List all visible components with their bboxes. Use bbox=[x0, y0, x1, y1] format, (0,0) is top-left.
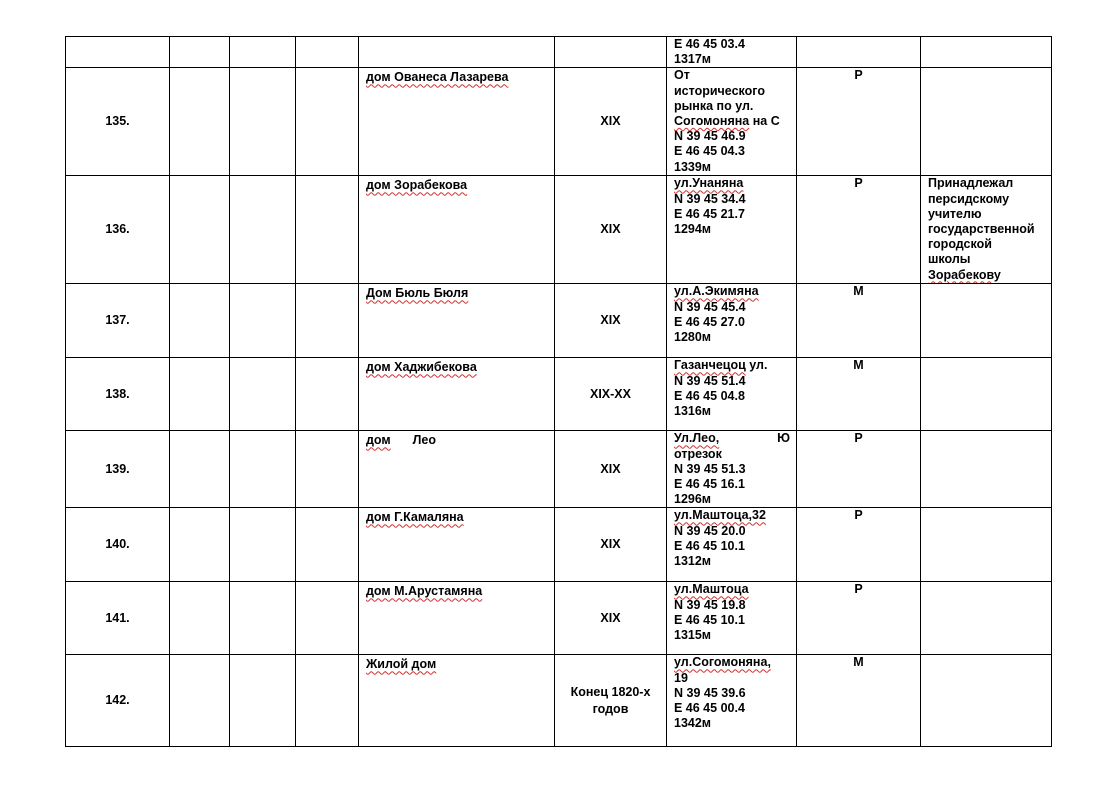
empty-cell bbox=[170, 582, 230, 655]
era-cell: XIX bbox=[555, 284, 667, 358]
location-line: N 39 45 51.3 bbox=[674, 461, 746, 476]
street-word: Согомоняна bbox=[674, 114, 750, 129]
location-cell bbox=[667, 582, 797, 655]
row-number: 138. bbox=[66, 358, 170, 431]
object-name-part: дом Ованеса Лазарева bbox=[366, 70, 509, 85]
location-cell bbox=[667, 284, 797, 358]
empty-cell bbox=[230, 37, 296, 68]
row-number: 142. bbox=[66, 655, 170, 747]
location-cell bbox=[667, 655, 797, 747]
location-line: 1317м bbox=[674, 52, 712, 67]
object-name-part: дом М.Арустамяна bbox=[366, 584, 483, 599]
category-cell: Р bbox=[797, 176, 921, 284]
location-line: N 39 45 51.4 bbox=[674, 373, 746, 388]
location-line: E 46 45 16.1 bbox=[674, 477, 745, 492]
empty-cell bbox=[296, 358, 359, 431]
table-row bbox=[66, 582, 1052, 655]
location-line: исторического bbox=[674, 83, 765, 98]
empty-cell bbox=[230, 431, 296, 508]
empty-cell bbox=[170, 431, 230, 508]
object-name bbox=[359, 508, 555, 582]
location-street: Ул.Лео, bbox=[674, 431, 720, 446]
location-line: E 46 45 04.3 bbox=[674, 144, 745, 159]
object-name bbox=[359, 284, 555, 358]
empty-cell bbox=[296, 284, 359, 358]
location-line: N 39 45 46.9 bbox=[674, 129, 746, 144]
row-number: 136. bbox=[66, 176, 170, 284]
table-row bbox=[66, 176, 1052, 284]
location-line: ул.А.Экимяна bbox=[674, 284, 759, 299]
location-line: N 39 45 20.0 bbox=[674, 523, 746, 538]
location-line: N 39 45 39.6 bbox=[674, 685, 746, 700]
location-line: E 46 45 27.0 bbox=[674, 314, 745, 329]
category-cell: Р bbox=[797, 68, 921, 176]
location-line: 19 bbox=[674, 670, 688, 685]
empty-cell bbox=[170, 176, 230, 284]
street-word: Газанчецоц bbox=[674, 358, 746, 373]
era-cell bbox=[555, 37, 667, 68]
location-cell bbox=[667, 176, 797, 284]
row-number: 141. bbox=[66, 582, 170, 655]
row-number: 139. bbox=[66, 431, 170, 508]
category-cell: Р bbox=[797, 508, 921, 582]
object-name-part: Жилой дом bbox=[366, 657, 437, 672]
era-cell: XIX bbox=[555, 431, 667, 508]
note-cell bbox=[921, 655, 1052, 747]
empty-cell bbox=[296, 37, 359, 68]
object-name-part: дом Г.Камаляна bbox=[366, 510, 464, 525]
location-line: От bbox=[674, 68, 690, 83]
location-line: E 46 45 04.8 bbox=[674, 388, 745, 403]
empty-cell bbox=[296, 655, 359, 747]
empty-cell bbox=[230, 655, 296, 747]
category-cell: М bbox=[797, 655, 921, 747]
location-cell bbox=[667, 358, 797, 431]
object-name bbox=[359, 582, 555, 655]
row-number: 137. bbox=[66, 284, 170, 358]
empty-cell bbox=[170, 508, 230, 582]
note-line: учителю bbox=[928, 206, 982, 221]
note-cell bbox=[921, 284, 1052, 358]
location-line: Согомоняна на С bbox=[674, 114, 780, 129]
location-line: 1280м bbox=[674, 330, 712, 345]
empty-cell bbox=[296, 176, 359, 284]
object-name bbox=[359, 37, 555, 68]
monuments-table bbox=[65, 36, 1052, 747]
location-line: Газанчецоц ул. bbox=[674, 358, 768, 373]
location-line: 1339м bbox=[674, 159, 712, 174]
row-number: 135. bbox=[66, 68, 170, 176]
table-row bbox=[66, 431, 1052, 508]
object-name-part: Лео bbox=[412, 433, 437, 448]
note-cell bbox=[921, 358, 1052, 431]
note-cell bbox=[921, 37, 1052, 68]
location-line: рынка по ул. bbox=[674, 98, 754, 113]
object-name-part: Дом Бюль Бюля bbox=[366, 286, 469, 301]
location-cell bbox=[667, 431, 797, 508]
note-cell bbox=[921, 68, 1052, 176]
table-row bbox=[66, 508, 1052, 582]
location-line: E 46 45 03.4 bbox=[674, 37, 745, 51]
object-name-part: дом Зорабекова bbox=[366, 178, 468, 193]
location-line: E 46 45 10.1 bbox=[674, 612, 745, 627]
object-name bbox=[359, 176, 555, 284]
note-cell bbox=[921, 508, 1052, 582]
era-cell: XIX bbox=[555, 176, 667, 284]
table-row bbox=[66, 358, 1052, 431]
location-line: 1342м bbox=[674, 716, 712, 731]
location-line: 1294м bbox=[674, 222, 712, 237]
object-name-part: дом Хаджибекова bbox=[366, 360, 477, 375]
empty-cell bbox=[170, 68, 230, 176]
empty-cell bbox=[230, 176, 296, 284]
era-cell: XIX bbox=[555, 68, 667, 176]
category-cell: Р bbox=[797, 431, 921, 508]
era-line: Конец 1820-х bbox=[570, 684, 651, 699]
note-line: Зорабекову bbox=[928, 267, 1001, 282]
empty-cell bbox=[170, 37, 230, 68]
empty-cell bbox=[170, 358, 230, 431]
table-row bbox=[66, 37, 1052, 68]
location-line: 1316м bbox=[674, 404, 712, 419]
location-line: N 39 45 45.4 bbox=[674, 299, 746, 314]
note-cell bbox=[921, 176, 1052, 284]
object-name bbox=[359, 358, 555, 431]
object-name bbox=[359, 655, 555, 747]
location-line: E 46 45 10.1 bbox=[674, 538, 745, 553]
location-line: N 39 45 34.4 bbox=[674, 191, 746, 206]
empty-cell bbox=[230, 358, 296, 431]
era-cell bbox=[555, 655, 667, 747]
row-number bbox=[66, 37, 170, 68]
empty-cell bbox=[296, 68, 359, 176]
table-row bbox=[66, 284, 1052, 358]
location-cell bbox=[667, 508, 797, 582]
empty-cell bbox=[230, 68, 296, 176]
era-cell: XIX bbox=[555, 582, 667, 655]
category-cell: М bbox=[797, 284, 921, 358]
note-line: Принадлежал bbox=[928, 176, 1014, 191]
object-name bbox=[359, 431, 555, 508]
location-line: ул.Согомоняна, bbox=[674, 655, 771, 670]
location-line: отрезок bbox=[674, 446, 722, 461]
object-name bbox=[359, 68, 555, 176]
category-cell: М bbox=[797, 358, 921, 431]
note-line: городской bbox=[928, 237, 992, 252]
location-line: E 46 45 00.4 bbox=[674, 701, 745, 716]
empty-cell bbox=[230, 582, 296, 655]
location-line bbox=[674, 431, 790, 446]
location-cell bbox=[667, 68, 797, 176]
empty-cell bbox=[170, 284, 230, 358]
row-number: 140. bbox=[66, 508, 170, 582]
location-cell bbox=[667, 37, 797, 68]
empty-cell bbox=[230, 508, 296, 582]
table-row bbox=[66, 68, 1052, 176]
empty-cell bbox=[170, 655, 230, 747]
empty-cell bbox=[296, 508, 359, 582]
category-cell bbox=[797, 37, 921, 68]
category-cell: Р bbox=[797, 582, 921, 655]
location-line: 1315м bbox=[674, 628, 712, 643]
era-line: годов bbox=[592, 701, 629, 716]
era-cell: XIX-XX bbox=[555, 358, 667, 431]
location-direction: Ю bbox=[777, 431, 790, 446]
table-row bbox=[66, 655, 1052, 747]
note-line: персидскому bbox=[928, 191, 1010, 206]
note-cell bbox=[921, 582, 1052, 655]
location-line: N 39 45 19.8 bbox=[674, 597, 746, 612]
location-line: ул.Маштоца,32 bbox=[674, 508, 766, 523]
era-cell: XIX bbox=[555, 508, 667, 582]
location-line: 1312м bbox=[674, 554, 712, 569]
object-name-part: дом bbox=[366, 433, 391, 448]
location-line: ул.Унаняна bbox=[674, 176, 744, 191]
note-line: школы bbox=[928, 252, 971, 267]
note-line: государственной bbox=[928, 222, 1035, 237]
location-line: E 46 45 21.7 bbox=[674, 206, 745, 221]
note-cell bbox=[921, 431, 1052, 508]
empty-cell bbox=[296, 582, 359, 655]
empty-cell bbox=[296, 431, 359, 508]
empty-cell bbox=[230, 284, 296, 358]
location-line: ул.Маштоца bbox=[674, 582, 749, 597]
location-line: 1296м bbox=[674, 492, 712, 507]
